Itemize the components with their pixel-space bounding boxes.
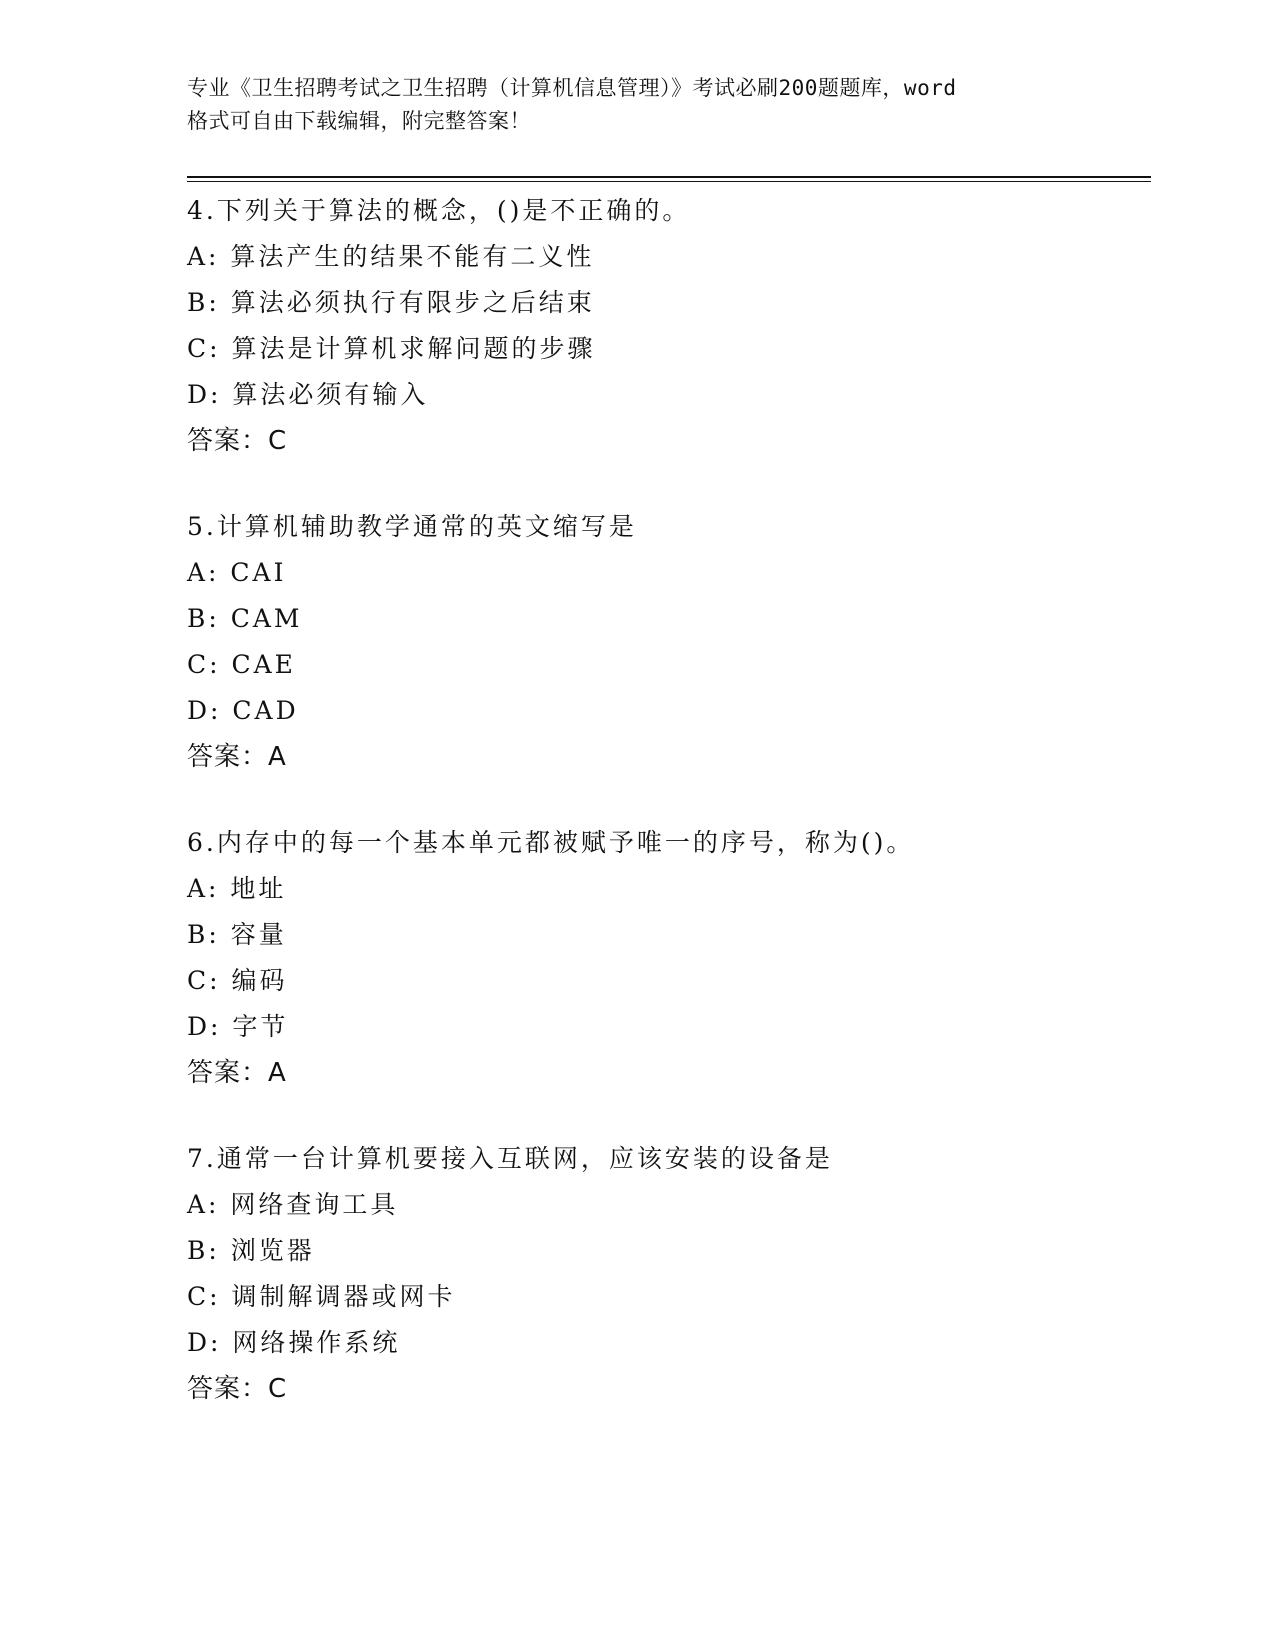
option-a: A: 地址 [187,874,287,903]
header-divider-thick [187,176,1151,178]
answer-label: 答案：C [187,426,288,456]
option-d: D: CAD [187,696,299,725]
option-b: B: 浏览器 [187,1236,315,1265]
answer-label: 答案：A [187,742,287,772]
option-b: B: CAM [187,604,303,633]
option-b: B: 容量 [187,920,287,949]
option-d: D: 算法必须有输入 [187,380,429,409]
question-stem: 5.计算机辅助教学通常的英文缩写是 [187,512,637,541]
question-stem: 6.内存中的每一个基本单元都被赋予唯一的序号，称为()。 [187,828,915,857]
answer-label: 答案：A [187,1058,287,1088]
option-c: C: CAE [187,650,296,679]
option-d: D: 网络操作系统 [187,1328,401,1357]
header-line-1: 专业《卫生招聘考试之卫生招聘（计算机信息管理）》考试必刷200题题库，word [187,76,957,100]
header-divider-thin [187,181,1151,182]
option-a: A: 算法产生的结果不能有二义性 [187,242,595,271]
option-d: D: 字节 [187,1012,289,1041]
option-c: C: 调制解调器或网卡 [187,1282,456,1311]
option-b: B: 算法必须执行有限步之后结束 [187,288,595,317]
option-c: C: 编码 [187,966,288,995]
question-stem: 4.下列关于算法的概念，()是不正确的。 [187,196,691,225]
question-4 [187,188,1151,464]
question-stem: 7.通常一台计算机要接入互联网，应该安装的设备是 [187,1144,833,1173]
question-6 [187,820,1151,1096]
header-line-2: 格式可自由下载编辑，附完整答案！ [187,109,531,133]
question-7 [187,1136,1151,1412]
question-5 [187,504,1151,780]
option-a: A: CAI [187,558,287,587]
question-list [187,188,1151,1452]
option-c: C: 算法是计算机求解问题的步骤 [187,334,596,363]
document-header [187,72,1087,138]
option-a: A: 网络查询工具 [187,1190,399,1219]
answer-label: 答案：C [187,1374,288,1404]
